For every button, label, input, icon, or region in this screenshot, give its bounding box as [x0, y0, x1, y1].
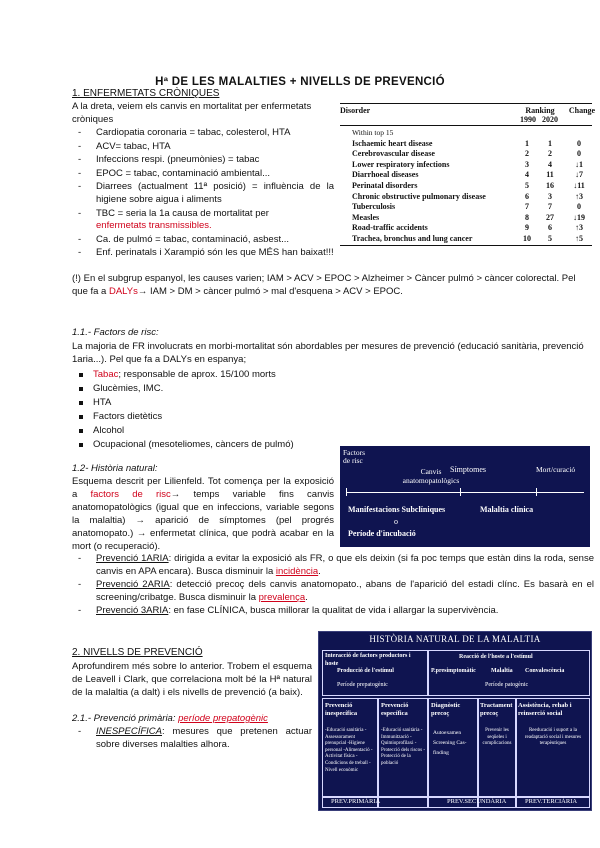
list-item: - Infeccions respi. (pneumònies) = tabac	[72, 154, 334, 167]
pv-assist: Assistència, rehab i reinserció social	[518, 702, 572, 717]
pv-inesp: Prevenció inespecífica	[325, 702, 358, 717]
pv-prepat: Període prepatogènic	[337, 682, 388, 688]
pv-prim: PREV.PRIMÀRIA	[331, 798, 381, 805]
pv-esp: Prevenció específica	[381, 702, 409, 717]
cell: 5	[548, 233, 552, 243]
cell: 5	[525, 180, 529, 190]
pv-produccio: Producció de l'estímul	[337, 668, 394, 674]
cell: Trachea, bronchus and lung cancer	[352, 233, 473, 243]
item-end: .	[305, 591, 308, 603]
list-item	[72, 726, 312, 751]
pv-sec: PREV.SECUNDÀRIA	[447, 798, 507, 805]
cell: 0	[577, 138, 581, 148]
item-end: .	[318, 565, 321, 577]
pv-col-div	[477, 698, 479, 808]
list-item	[72, 368, 372, 382]
header-2020: 2020	[542, 115, 558, 124]
primary-prevention-heading	[72, 712, 268, 725]
subheader-text: Within top 15	[352, 128, 394, 137]
nh-periode: Període d'incubació	[348, 529, 416, 538]
list-item: Factors dietètics	[72, 410, 372, 424]
pv-interaccio: Interacció de factors productors i hoste	[325, 653, 411, 667]
cell: ↑3	[575, 223, 583, 233]
list-item: Ocupacional (mesoteliomes, càncers de pulmó)	[72, 438, 372, 452]
chronic-intro: A la dreta, veiem els canvis en mortalitat per enfermetats cròniques	[72, 101, 312, 125]
nh-factors: Factors de risc	[343, 448, 366, 465]
risk-factors-intro: La majoria de FR involucrats en morbi-mortalitat són abordables per mesures de prevenció (educació sanitària, prevenció 1aria...). Pel que fa a DALYs en espanya;	[72, 341, 584, 365]
cell: ↑5	[575, 233, 583, 243]
cell: 1	[525, 138, 529, 148]
nh-tick	[460, 488, 461, 496]
table-row	[340, 192, 592, 203]
table-subheader	[340, 128, 592, 139]
item-label: INESPECÍFICA	[96, 726, 162, 737]
cell: 3	[525, 159, 529, 169]
nh-tick	[346, 488, 347, 496]
list-item	[72, 605, 594, 618]
primary-prevention-list	[72, 726, 312, 752]
nh-o: o	[394, 517, 398, 526]
list-item-text: ; responsable de aprox. 15/100 morts	[118, 369, 276, 380]
note-text: (!) En el subgrup espanyol, les causes varien; IAM > ACV > EPOC > Alzheimer > Càncer pulmó > càncer colorectal. Pel que fa a	[72, 273, 576, 297]
item-label: Prevenció 2ARIA	[96, 579, 170, 591]
nh-malaltia: Malaltia clínica	[480, 505, 534, 514]
nh-timeline	[346, 492, 584, 493]
cell: 2	[548, 149, 552, 159]
pv-col-div	[377, 698, 379, 808]
cell: Measles	[352, 212, 380, 222]
cell: ↑3	[575, 191, 583, 201]
cell: 7	[548, 202, 552, 212]
pv-tract: Tractament precoç	[480, 702, 513, 717]
list-item: - EPOC = tabac, contaminació ambiental...	[72, 168, 334, 181]
section-heading-risk-factors: 1.1.- Factors de risc:	[72, 327, 159, 338]
list-item: HTA	[72, 396, 372, 410]
table-row	[340, 223, 592, 234]
natural-history-text	[72, 475, 334, 553]
item-text: : detecció precoç dels canvis anatomopato., abans de l'aparició del estadi clínc. Es basarà en el screening/cribatge. Busca disminuir la	[96, 579, 594, 603]
cell: Lower respiratory infections	[352, 159, 450, 169]
disease-ranking-table	[340, 103, 596, 246]
heading-text: 1.1.- Factors de risc	[72, 327, 156, 338]
cell: 8	[525, 212, 529, 222]
table-row	[340, 181, 592, 192]
pv-tract-items: Prevenir les seqüeles i complicacions	[482, 728, 512, 747]
cell: ↓1	[575, 159, 583, 169]
cell: Tuberculosis	[352, 202, 396, 212]
table-row	[340, 202, 592, 213]
table-header	[340, 103, 596, 126]
item-label: Prevenció 3ARIA	[96, 605, 169, 617]
pv-presimp: P.presimptomàtic	[431, 668, 476, 674]
header-1990: 1990	[520, 115, 536, 124]
cell: 7	[525, 202, 529, 212]
nh-text-end: → temps variable fins canvis anatomopatològics (igual que en infeccions, variable segons la malaltia) → aparició de símptomes (pel progrés anatomopato.) → enfermetat clínica, que podrà acabar en la mort (o recuperació).	[72, 489, 334, 552]
item-text: : en fase CLÍNICA, busca millorar la qualitat de vida i allargar la supervivència.	[168, 605, 499, 617]
pv-reaccio: Reacció de l'hoste a l'estímul	[459, 654, 533, 660]
section-heading-prevention: 2. NIVELLS DE PREVENCIÓ	[72, 647, 203, 658]
header-change: Change	[568, 106, 596, 115]
list-item: - Ca. de pulmó = tabac, contaminació, asbest...	[72, 234, 334, 247]
pv-col-div	[515, 698, 517, 808]
cell: 2	[525, 149, 529, 159]
pv-divider	[427, 650, 429, 696]
cell: ↓7	[575, 170, 583, 180]
nh-canvis: Canvis anatomopatològics	[402, 467, 460, 485]
list-item: - Cardiopatia coronaria = tabac, colesterol, HTA	[72, 127, 334, 140]
page-title: Hª DE LES MALALTIES + NIVELLS DE PREVENCIÓ	[155, 76, 445, 88]
pv-inesp-items: -Educació sanitària -Assessorament prenupcial -Higiene personal -Alimentació -Activitat física -Condicions de treball -Nivell econòmic	[325, 728, 373, 773]
cell: Diarrhoeal diseases	[352, 170, 419, 180]
list-item: - Enf. perinatals i Xarampió són les que MÉS han baixat!!!	[72, 247, 334, 260]
cell: 11	[546, 170, 554, 180]
nh-mort: Mort/curació	[536, 465, 576, 474]
item-highlight: prevalença	[258, 591, 306, 603]
heading-highlight: període prepatogènic	[178, 713, 268, 724]
cell: 1	[548, 138, 552, 148]
risk-factors-list	[72, 368, 372, 452]
table-row	[340, 160, 592, 171]
cell: 10	[523, 233, 531, 243]
chronic-list	[72, 127, 334, 261]
pv-diag: Diagnòstic precoç	[431, 702, 461, 717]
pv-col-div	[427, 698, 429, 808]
pv-malaltia: Malaltia	[491, 668, 513, 674]
cell: 27	[546, 212, 554, 222]
natural-history-diagram	[340, 446, 590, 547]
cell: 3	[548, 191, 552, 201]
nh-tick	[536, 488, 537, 496]
cell: 0	[577, 202, 581, 212]
cell: 6	[525, 191, 529, 201]
nh-text: Esquema descrit per Lilienfeld. Tot comença per la exposició a	[72, 476, 334, 500]
pv-esp-items: -Educació sanitària -Immunització -Quimioprofilaxi -Protecció dels riscos -Protecció de la població	[381, 728, 426, 766]
list-item: - ACV= tabac, HTA	[72, 141, 334, 154]
table-row	[340, 213, 592, 224]
nh-simptomes: Símptomes	[450, 465, 487, 474]
nh-manif: Manifestacions Subclíniques	[348, 505, 446, 514]
pv-title: HISTÒRIA NATURAL DE LA MALALTIA	[369, 634, 541, 644]
item-highlight: incidència	[275, 565, 319, 577]
cell: Cerebrovascular disease	[352, 149, 435, 159]
heading-text: 2.1.- Prevenció primària:	[72, 713, 179, 724]
cell: 9	[525, 223, 529, 233]
table-row	[340, 234, 592, 246]
pv-assist-items: Reeducació i suport a la readaptació social i mesures terapèutiques	[524, 728, 582, 747]
item-label: Prevenció 1ARIA	[96, 553, 169, 564]
list-item-highlight: Tabac	[93, 369, 119, 380]
item-text: : mesures que pretenen actuar sobre diverses malalties alhora.	[96, 726, 312, 750]
list-item	[72, 553, 594, 578]
cell: ↓11	[573, 180, 585, 190]
note-dalys: DALYs	[108, 286, 138, 297]
table-row	[340, 170, 592, 181]
cell: Perinatal disorders	[352, 180, 418, 190]
item-text: : dirigida a evitar la exposició als FR, o que els deixin (si fa poc temps que estàn dins la roda, sense canvis en APA encara). Busca disminuir la	[96, 553, 594, 577]
list-item-highlight: enfermetats transmissibles.	[96, 220, 212, 232]
chronic-note	[72, 272, 592, 298]
cell: 4	[548, 159, 552, 169]
cell: ↓19	[573, 212, 585, 222]
cell: 16	[546, 180, 554, 190]
cell: 0	[577, 149, 581, 159]
cell: 4	[525, 170, 529, 180]
list-item	[72, 579, 594, 604]
header-ranking: Ranking	[525, 106, 555, 115]
list-item: - Diarrees (actualment 11ª posició) = influència de la higiene sobre aigua i aliments	[72, 181, 334, 206]
prevention-levels-list	[72, 553, 594, 619]
pv-diag-items: Autoexamen Screening Cas-finding	[433, 730, 467, 756]
cell: Ischaemic heart disease	[352, 138, 433, 148]
list-item: Glucèmies, IMC.	[72, 382, 372, 396]
section-heading-natural-history: 1.2- Història natural:	[72, 463, 158, 474]
table-row	[340, 149, 592, 160]
prevention-levels-diagram	[318, 631, 592, 811]
cell: Chronic obstructive pulmonary disease	[352, 191, 486, 201]
list-item-text: TBC = seria la 1a causa de mortalitat per	[96, 207, 269, 219]
list-item: Alcohol	[72, 424, 372, 438]
pv-pat: Període patogènic	[485, 682, 529, 688]
pv-ter: PREV.TERCIÀRIA	[525, 798, 578, 805]
table-row	[340, 139, 592, 150]
cell: 6	[548, 223, 552, 233]
heading-text: 1.2- Història natural	[72, 463, 155, 474]
section-heading-chronic: 1. ENFERMETATS CRÒNIQUES	[72, 88, 220, 99]
note-text-end: → IAM > DM > càncer pulmó > mal d'esquena > ACV > EPOC.	[137, 286, 403, 297]
list-item	[72, 208, 334, 233]
nh-highlight: factors de risc	[90, 489, 171, 500]
pv-conv: Convalescència	[525, 668, 565, 674]
prevention-intro: Aprofundirem més sobre lo anterior. Trobem el esquema de Leavell i Clark, que correlaciona molt bé la Hª natural de la malaltia (a dalt) i els nivells de prevenció (a baix).	[72, 661, 312, 698]
cell: Road-traffic accidents	[352, 223, 428, 233]
header-disorder: Disorder	[340, 106, 371, 115]
